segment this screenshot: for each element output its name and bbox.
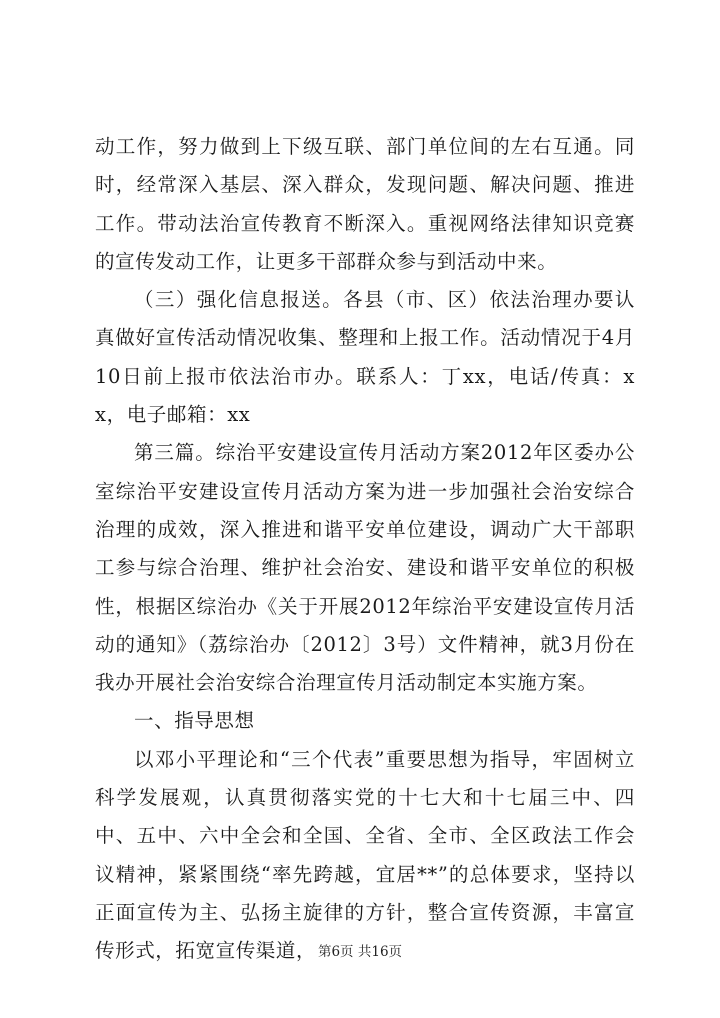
paragraph-third-article: 第三篇。综治平安建设宣传月活动方案2012年区委办公室综治平安建设宣传月活动方案为进一步加强社会治安综合治理的成效，深入推进和谐平安单位建设，调动广大干部职工参与综合治理、维护社会治安、建设和谐平安单位的积极性，根据区综治办《关于开展2012年综治平安建设宣传月活动的通知》（荔综治办〔2012〕3号）文件精神，就3月份在我办开展社会治安综合治理宣传月活动制定本实施方案。 — [95, 441, 635, 695]
paragraph-guiding-ideology: 以邓小平理论和“三个代表”重要思想为指导，牢固树立科学发展观，认真贯彻落实党的十七大和十七届三中、四中、五中、六中全会和全国、全省、全市、全区政法工作会议精神，紧紧围绕“率先跨越，宜居**”的总体要求，坚持以正面宣传为主、弘扬主旋律的方针，整合宣传资源，丰富宣传形式，拓宽宣传渠道， — [95, 747, 635, 963]
document-body — [95, 128, 635, 971]
paragraph-info-reporting: （三）强化信息报送。各县（市、区）依法治理办要认真做好宣传活动情况收集、整理和上报工作。活动情况于4月10日前上报市依法治市办。联系人：丁xx，电话/传真：xx，电子邮箱：xx — [95, 288, 635, 427]
page-footer: 第6页 共16页 — [317, 944, 403, 960]
section-heading-guiding-ideology: 一、指导思想 — [134, 709, 255, 733]
paragraph-continuation: 动工作，努力做到上下级互联、部门单位间的左右互通。同时，经常深入基层、深入群众，发现问题、解决问题、推进工作。带动法治宣传教育不断深入。重视网络法律知识竞赛的宣传发动工作，让更多干部群众参与到活动中来。 — [95, 135, 635, 273]
